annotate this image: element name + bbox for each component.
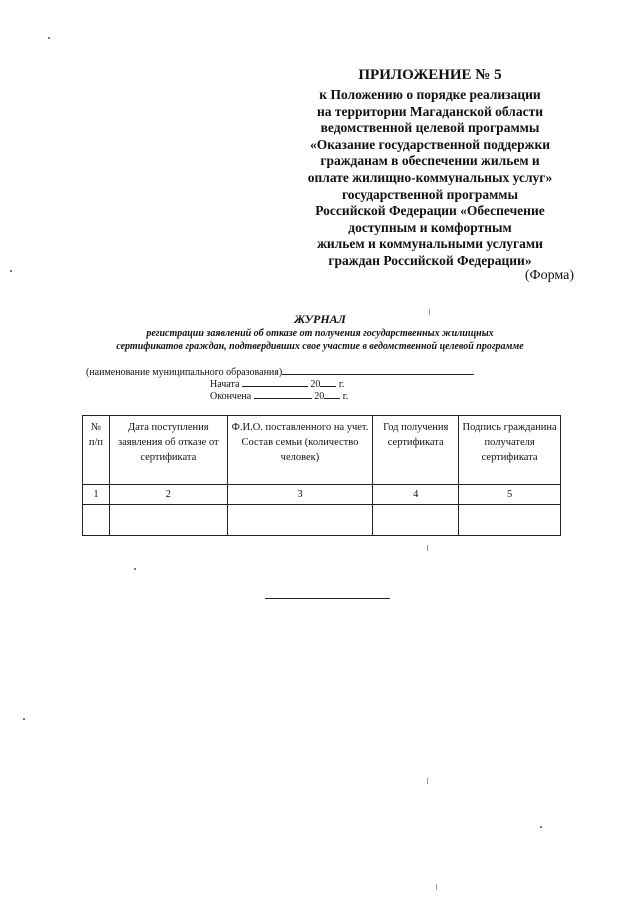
table-row [83, 505, 561, 536]
appendix-line: государственной программы [341, 186, 519, 202]
column-number-cell: 2 [109, 485, 227, 505]
appendix-line: ведомственной целевой программы [320, 120, 540, 136]
scan-speck [134, 568, 136, 570]
year-prefix: 20 [314, 391, 325, 402]
appendix-line: «Оказание государственной поддержки [309, 136, 551, 152]
appendix-line: граждан Российской Федерации» [328, 252, 532, 268]
scan-mark [436, 884, 437, 890]
scan-speck [540, 826, 542, 828]
end-label: Окончена [210, 391, 252, 402]
column-number-cell: 1 [83, 485, 110, 505]
table-cell [373, 505, 459, 536]
column-number-cell: 4 [373, 485, 459, 505]
start-date-line [210, 379, 344, 390]
journal-table [82, 415, 561, 536]
start-year-blank [320, 386, 336, 387]
year-prefix: 20 [310, 379, 321, 390]
scan-speck [10, 270, 12, 272]
appendix-line: доступным и комфортным [348, 219, 512, 235]
end-rule [265, 598, 390, 599]
municipality-blank [282, 374, 474, 375]
form-label: (Форма) [524, 268, 574, 283]
municipality-line [86, 367, 474, 378]
appendix-line: оплате жилищно-коммунальных услуг» [307, 169, 553, 185]
end-day-blank [254, 398, 312, 399]
scan-mark [429, 309, 430, 315]
table-numbering-row [83, 485, 561, 505]
column-header-full-name: Ф.И.О. поставленного на учет. Состав семьи (количество человек) [227, 416, 373, 485]
end-year-blank [324, 398, 340, 399]
appendix-line: к Положению о порядке реализации [319, 87, 541, 102]
start-label: Начата [210, 379, 240, 390]
table-cell [459, 505, 561, 536]
start-day-blank [242, 386, 308, 387]
journal-subtitle: регистрации заявлений об отказе от получения государственных жилищных [146, 328, 494, 339]
end-date-line [210, 391, 348, 402]
table-cell [83, 505, 110, 536]
municipality-label: (наименование муниципального образования) [86, 367, 283, 378]
appendix-line: жильем и коммунальными услугами [317, 236, 543, 252]
appendix-title: ПРИЛОЖЕНИЕ № 5 [358, 67, 502, 83]
appendix-line: Российской Федерации «Обеспечение [315, 203, 545, 219]
table-cell [109, 505, 227, 536]
journal-subtitle: сертификатов граждан, подтвердивших свое участие в ведомственной целевой программе [116, 341, 524, 352]
appendix-header [280, 66, 580, 270]
column-header-certificate-year: Год получения сертификата [373, 416, 459, 485]
column-number-cell: 3 [227, 485, 373, 505]
column-header-signature: Подпись гражданина получателя сертификата [459, 416, 561, 485]
appendix-line: гражданам в обеспечении жильем и [320, 153, 540, 169]
scan-speck [23, 718, 25, 720]
column-header-application-date: Дата поступления заявления об отказе от сертификата [109, 416, 227, 485]
scan-mark [427, 545, 428, 551]
year-suffix: г. [342, 391, 349, 402]
year-suffix: г. [338, 379, 345, 390]
scan-mark [427, 778, 428, 784]
scan-speck [48, 37, 50, 39]
table-cell [227, 505, 373, 536]
appendix-line: на территории Магаданской области [316, 103, 544, 119]
table-header-row [83, 416, 561, 485]
column-header-number: № п/п [83, 416, 110, 485]
column-number-cell: 5 [459, 485, 561, 505]
journal-title: ЖУРНАЛ [294, 312, 346, 326]
